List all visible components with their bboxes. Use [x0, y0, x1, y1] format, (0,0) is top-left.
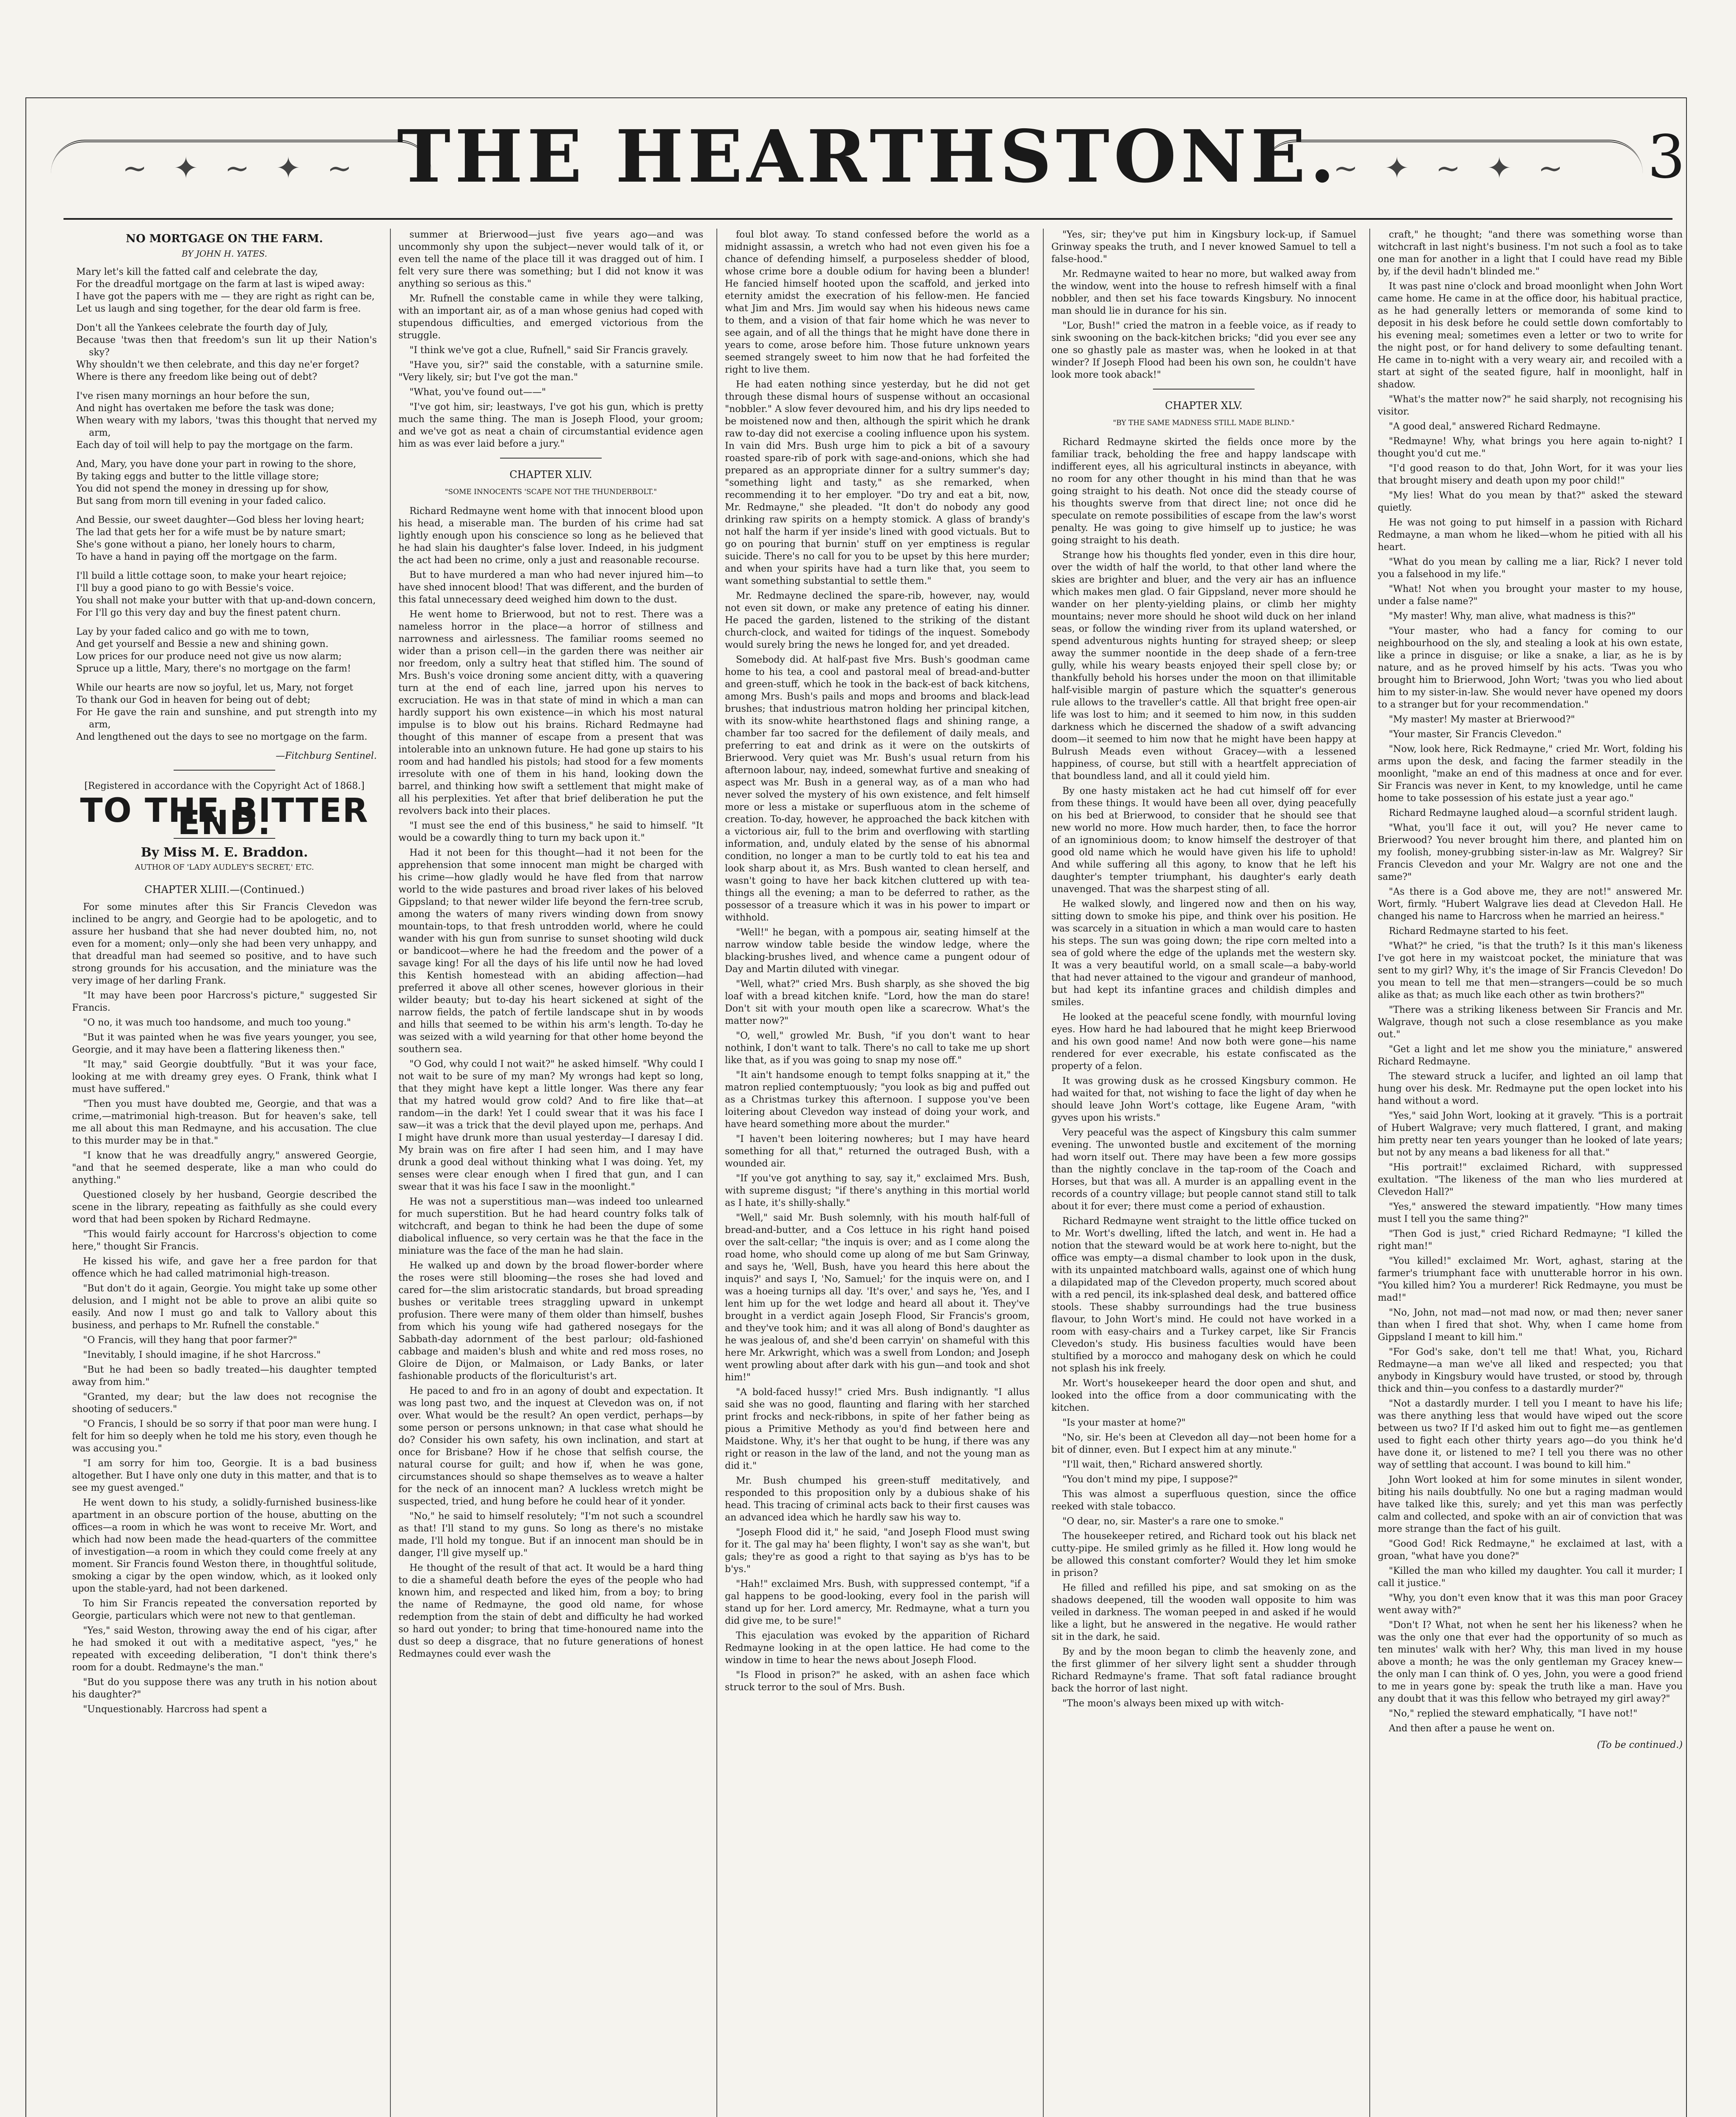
story-paragraph: "No, John, not mad—not mad now, or mad then; never saner than when I fired that shot. Why, when I came home from Gippsland I meant to kill him." — [1378, 1307, 1683, 1343]
story-paragraph: "This would fairly account for Harcross's objection to come here," thought Sir Francis. — [72, 1229, 377, 1252]
story-paragraph: This was almost a superfluous question, since the office reeked with stale tobacco. — [1051, 1489, 1356, 1512]
story-paragraph: "O God, why could I not wait?" he asked himself. "Why could I not wait to be sure of my man? My wrongs had kept so long, that they might have kept a little longer. Was there any fear that my hatred would grow cold? And to fire like that—at random—in the dark! Yet I could swear that it was his face I saw—it was a trick that the devil played upon me, perhaps. And I might have drunk more than usual yesterday—I daresay I did. My brain was on fire after I had seen him, and I may have drunk a good deal without thinking what I was doing. Yet, my senses were clear enough when I fired that gun, and I can swear that it was his face I saw in the moonlight." — [398, 1059, 703, 1192]
poem-line: Mary let's kill the fatted calf and celebrate the day, — [76, 267, 318, 277]
story-paragraph: Had it not been for this thought—had it not been for the apprehension that some innocent man might be charged with his crime—how gladly would he have fled from that narrow world to the wide pastures and broad river lakes of his beloved Gippsland; to that newer wilder life beyond the fern-tree scrub, among the waters of many rivers winding down from snowy mountain-tops, to that fresh untrodden world, where he could wander with his gun from sunrise to sunset shooting wild duck or bandicoot—where he had the freedom and the power of a savage king! For all the days of his life until now he had loved this Kentish homestead with an abiding affection—had preferred it above all other scenes, however glorious in their wilder beauty; but to-day his heart sickened at sight of the narrow fields, the patch of fertile landscape shut in by woods and hills that seemed to be within his arm's length. To-day he was seized with a wild yearning for that other home beyond the southern sea. — [398, 848, 703, 1055]
column-divider — [716, 229, 717, 2117]
poem-line: But sang from morn till evening in your faded calico. — [76, 496, 326, 506]
story-paragraph: Strange how his thoughts fled yonder, even in this dire hour, over the width of half the world, to that other land where the skies are brighter and bluer, and the very air has an influence which makes men glad. O fair Gippsland, never more should he wander on her plenty-yielding plains, or climb her mighty mountains; never more should he shoot wild duck on her inland seas, or follow the winding river from its upland watershed, or spend adventurous nights hunting for strayed sheep; or sleep away the summer noontide in the deep shade of a fern-tree gully, while his weary beasts enjoyed their spell close by; or thankfully behold his horses under the moon on that illimitable half-visible margin of pasture which the squatter's generous rule allows to the traveller's cattle. All that bright free open-air life was lost to him; and it seemed to him now, in this sudden darkness which he discerned the shadow of a swift advancing doom—it seemed to him now that he might have been happy at Bulrush Meads even without Gracey—with a lessened happiness, of course, but still with a heartfelt appreciation of that boundless land, and all it could yield him. — [1051, 550, 1356, 782]
column-divider — [390, 229, 391, 2117]
story-paragraph: "What, you've found out——" — [409, 387, 546, 398]
poem-line: I'll build a little cottage soon, to make your heart rejoice; — [76, 571, 347, 581]
poem-line: Low prices for our produce need not give us now alarm; — [76, 651, 342, 662]
story-paragraph: "I must see the end of this business," he said to himself. "It would be a cowardly thing to turn my back upon it." — [398, 821, 703, 843]
story-paragraph: "Well!" he began, with a pompous air, seating himself at the narrow window table beside the window ledge, where the blacking-brushes lived, and whence came a pungent odour of Day and Martin diluted with vinegar. — [725, 927, 1030, 975]
poem-stanza — [72, 322, 377, 383]
chapter-epigraph: "SOME INNOCENTS 'SCAPE NOT THE THUNDERBOLT." — [445, 488, 657, 496]
poem-line: And lengthened out the days to see no mortgage on the farm. — [76, 732, 368, 742]
story-paragraph: And then after a pause he went on. — [1389, 1723, 1555, 1734]
story-paragraph: Mr. Redmayne declined the spare-rib, however, nay, would not even sit down, or make any pretence of eating his dinner. He paced the garden, listened to the striking of the distant church-clock, and waited for tidings of the inquest. Somebody would surely bring the news he longed for, and yet dreaded. — [725, 591, 1030, 650]
poem-line: I've risen many mornings an hour before the sun, — [76, 391, 310, 401]
poem-line: I have got the papers with me — they are right as right can be, — [76, 291, 375, 302]
story-paragraph: The steward struck a lucifer, and lighted an oil lamp that hung over his desk. Mr. Redmayne put the open locket into his hand without a word. — [1378, 1071, 1683, 1106]
story-paragraph: He went down to his study, a solidly-furnished business-like apartment in an obscure portion of the house, abutting on the offices—a room in which he was wont to receive Mr. Wort, and which had now been made the head-quarters of the committee of investigation—a room in which they could come freely at any moment. Sir Francis found Weston there, in thoughtful solitude, smoking a cigar by the open window, which, as it looked only upon the stable-yard, had not been darkened. — [72, 1498, 377, 1594]
poem-stanza — [72, 390, 377, 451]
column-divider — [1043, 229, 1044, 2117]
story-paragraph: "But it was painted when he was five years younger, you see, Georgie, and it may have been a flattering likeness then." — [72, 1032, 377, 1055]
story-paragraph: He had eaten nothing since yesterday, but he did not get through these dismal hours of suspense without an occasional "nobbler." A slow fever devoured him, and his dry lips needed to be moistened now and then, although the spirit which he drank raw to-day did not exercise a cooling influence upon his system. In vain did Mrs. Bush urge him to pick a bit of a savoury roasted spare-rib of pork with sage-and-onions, which she had prepared as an appropriate dinner for a sultry summer's day; "something light and tasty," as she remarked, when recommending it to her employer. "Do try and eat a bit, now, Mr. Redmayne," she pleaded. "It don't do nobody any good drinking raw spirits on a hempty stomick. A glass of brandy's not half the harm if yer inside's lined with good victuals. But to go on pouring that burnin' stuff on yer emptiness is regular suicide. There's no call for you to be upset by this here murder; and when your spirits have had a turn like that, you seem to want something substantial to settle them." — [725, 379, 1030, 586]
story-paragraph: "My master! Why, man alive, what madness is this?" — [1389, 611, 1636, 622]
section-divider — [500, 458, 602, 459]
column-3 — [725, 229, 1030, 2117]
story-paragraph: He walked up and down by the broad flower-border where the roses were still blooming—the roses she had loved and cared for—the slim aristocratic standards, but broad spreading bushes or veritable trees straggling upward in unkempt profusion. There were many of them older than himself, bushes from which his young wife had gathered nosegays for the Sabbath-day adornment of the best parlour; old-fashioned cabbage and maiden's blush and white and red moss roses, no Gloire de Dijon, or Malmaison, or Lady Banks, or later fashionable products of the floriculturist's art. — [398, 1260, 703, 1382]
story-paragraph: Mr. Redmayne waited to hear no more, but walked away from the window, went into the house to refresh himself with a final nobbler, and then set his face towards Kingsbury. No innocent man should lie in durance for his sin. — [1051, 269, 1356, 316]
story-paragraph: "O Francis, will they hang that poor farmer?" — [83, 1335, 297, 1346]
story-paragraph: Mr. Rufnell the constable came in while they were talking, with an important air, as of a man whose genius had coped with stupendous difficulties, and emerged victorious from the struggle. — [398, 293, 703, 341]
story-paragraph: "O dear, no, sir. Master's a rare one to smoke." — [1062, 1516, 1284, 1527]
story-paragraph: "Redmayne! Why, what brings you here again to-night? I thought you'd cut me." — [1378, 436, 1683, 459]
poem-line: By taking eggs and butter to the little village store; — [76, 471, 319, 482]
story-paragraph: "A good deal," answered Richard Redmayne. — [1389, 421, 1601, 432]
story-paragraph: "I haven't been loitering nowheres; but I may have heard something for all that," returned the outraged Bush, with a wounded air. — [725, 1134, 1030, 1169]
story-paragraph: He paced to and fro in an agony of doubt and expectation. It was long past two, and the inquest at Clevedon was on, if not over. What would be the result? An open verdict, perhaps—by some person or persons unknown; in that case what should he do? Consider his own safety, his own inclination, and start at once for Brisbane? How if he chose that selfish course, the natural course for guilt; and how if, when he was gone, circumstances should so shape themselves as to weave a halter for the neck of an innocent man? A luckless wretch might be suspected, tried, and hung before he could hear of it yonder. — [398, 1386, 703, 1507]
story-paragraph: He walked slowly, and lingered now and then on his way, sitting down to smoke his pipe, and think over his position. He was scarcely in a situation in which a man would care to hasten his steps. The sun was going down; the ripe corn melted into a sea of gold where the edge of the uplands met the western sky. It was a very beautiful world, on a small scale—a baby-world that had never attained to the vigour and grandeur of manhood, but had kept its infantine graces and childish dimples and smiles. — [1051, 899, 1356, 1008]
story-paragraph: Richard Redmayne went home with that innocent blood upon his head, a miserable man. The burden of his crime had sat lightly enough upon his conscience so long as he believed that he had slain his daughter's false lover. Indeed, in his judgment the act had been no crime, only a just and reasonable recourse. — [398, 506, 703, 566]
section-divider — [1153, 389, 1255, 390]
story-paragraph: "Not a dastardly murder. I tell you I meant to have his life; was there anything less that would have wiped out the score between us two? If I'd asked him out to fight me—as gentlemen used to fight each other thirty years ago—do you think he'd have done it, or listened to me? I tell you there was no other way of settling that account. I was bound to kill him." — [1378, 1398, 1683, 1470]
poem-byline: BY JOHN H. YATES. — [181, 249, 268, 259]
story-text — [1051, 229, 1356, 381]
poem-line: I'll buy a good piano to go with Bessie's voice. — [76, 583, 294, 594]
chapter-heading: CHAPTER XLIII.—(Continued.) — [144, 884, 304, 895]
story-paragraph: "No," he said to himself resolutely; "I'm not such a scoundrel as that! I'll stand to my guns. So long as there's no mistake made, I'll hold my tongue. But if an innocent man should be in danger, I'll give myself up." — [398, 1511, 703, 1559]
poem-title: NO MORTGAGE ON THE FARM. — [126, 232, 323, 245]
chapter-heading: CHAPTER XLV. — [1165, 400, 1243, 412]
story-paragraph: "Good God! Rick Redmayne," he exclaimed at last, with a groan, "what have you done?" — [1378, 1539, 1683, 1561]
poem-line: For I'll go this very day and buy the finest patent churn. — [76, 608, 341, 618]
story-paragraph: "I think we've got a clue, Rufnell," said Sir Francis gravely. — [409, 345, 688, 356]
story-paragraph: He was not a superstitious man—was indeed too unlearned for much superstition. But he had heard country folks talk of witchcraft, and began to think he had been the dupe of some diabolical influence, so very certain was he that the face in the miniature was the face of the man he had slain. — [398, 1197, 703, 1256]
story-paragraph: "It ain't handsome enough to tempt folks snapping at it," the matron replied contemptuously; "you look as big and puffed out as a Christmas turkey this afternoon. I suppose you've been loitering about Clevedon way instead of doing your work, and have heard something more about the murder." — [725, 1070, 1030, 1130]
story-paragraph: "Don't I? What, not when he sent her his likeness? when he was the only one that ever had the opportunity of so much as ten minutes' walk with her? Why, this man lived in my house above a month; he was the only gentleman my Gracey knew—the only man I can think of. O yes, John, you were a good friend to me in years gone by: speak the truth like a man. Have you any doubt that it was this fellow who betrayed my girl away?" — [1378, 1620, 1683, 1704]
author-note: AUTHOR OF 'LADY AUDLEY'S SECRET,' ETC. — [135, 863, 314, 872]
story-paragraph: "I've got him, sir; leastways, I've got his gun, which is pretty much the same thing. The man is Joseph Flood, your groom; and we've got as neat a chain of circumstantial evidence agen him as was ever laid before a jury." — [398, 402, 703, 449]
story-paragraph: "Yes," answered the steward impatiently. "How many times must I tell you the same thing?" — [1378, 1202, 1683, 1224]
story-paragraph: "It may have been poor Harcross's picture," suggested Sir Francis. — [72, 990, 377, 1013]
story-paragraph: Richard Redmayne started to his feet. — [1389, 926, 1569, 937]
masthead-title: THE HEARTHSTONE. — [397, 114, 1339, 199]
poem-line: Let us laugh and sing together, for the dear old farm is free. — [76, 304, 361, 314]
story-paragraph: summer at Brierwood—just five years ago—and was uncommonly shy upon the subject—never would talk of it, or even tell the name of the place till it was dragged out of him. I felt very sure there was something; but I did not know it was anything so serious as this." — [398, 229, 703, 289]
story-paragraph: "It may," said Georgie doubtfully. "But it was your face, looking at me with dreamy grey eyes. O Frank, think what I must have suffered." — [72, 1059, 377, 1094]
right-masthead-ornament: ~ ✦ ~ ✦ ~ — [1262, 140, 1643, 189]
poem-stanza — [72, 458, 377, 507]
story-paragraph: By one hasty mistaken act he had cut himself off for ever from these things. It would have been all over, dying peacefully on his bed at Brierwood, to consider that he should see that new world no more. How much harder, then, to face the horror of an ignominious doom; to know himself the destroyer of that good old name which he would have given his life to uphold! And while suffering all this agony, to know that he left his daughter's tempter triumphant, his daughter's early death unavenged. That was the sharpest sting of all. — [1051, 786, 1356, 895]
story-paragraph: "I'll wait, then," Richard answered shortly. — [1062, 1459, 1263, 1470]
story-paragraph: Richard Redmayne laughed aloud—a scornful strident laugh. — [1389, 808, 1678, 818]
story-text — [72, 901, 377, 1716]
story-text — [1378, 229, 1683, 1735]
chapter-epigraph: "BY THE SAME MADNESS STILL MADE BLIND." — [1113, 419, 1295, 427]
poem-stanza — [72, 514, 377, 563]
poem-line: While our hearts are now so joyful, let us, Mary, not forget — [76, 683, 354, 693]
poem-stanza — [72, 266, 377, 315]
story-paragraph: "Killed the man who killed my daughter. You call it murder; I call it justice." — [1378, 1566, 1683, 1589]
story-text — [725, 229, 1030, 1694]
poem-line: Don't all the Yankees celebrate the fourth day of July, — [76, 323, 328, 333]
story-paragraph: "Granted, my dear; but the law does not recognise the shooting of seducers." — [72, 1392, 377, 1415]
to-be-continued: (To be continued.) — [1597, 1740, 1683, 1750]
story-paragraph: "Is Flood in prison?" he asked, with an ashen face which struck terror to the soul of Mrs. Bush. — [725, 1670, 1030, 1693]
column-5 — [1378, 229, 1683, 2117]
story-paragraph: He kissed his wife, and gave her a free pardon for that offence which he had called matrimonial high-treason. — [72, 1256, 377, 1279]
story-paragraph: "What's the matter now?" he said sharply, not recognising his visitor. — [1378, 394, 1683, 417]
story-paragraph: He was not going to put himself in a passion with Richard Redmayne, a man whom he liked—whom he pitied with all his heart. — [1378, 517, 1683, 553]
story-paragraph: "No, sir. He's been at Clevedon all day—not been home for a bit of dinner, even. But I expect him at any minute." — [1051, 1432, 1356, 1455]
story-paragraph: "Your master, Sir Francis Clevedon." — [1389, 729, 1562, 740]
story-paragraph: "Unquestionably. Harcross had spent a — [83, 1704, 267, 1715]
poem-line: And night has overtaken me before the task was done; — [76, 403, 334, 414]
story-paragraph: "If you've got anything to say, say it," exclaimed Mrs. Bush, with supreme disgust; "if there's anything in this mortial world as I hate, it's shilly-shally." — [725, 1173, 1030, 1208]
story-paragraph: Richard Redmayne skirted the fields once more by the familiar track, beholding the free and happy landscape with indifferent eyes, all his agricultural instincts in abeyance, with no room for any other thought in his mind than that he was going straight to his death. Not once did the steady course of his thoughts swerve from that direct line; not once did he speculate on remote possibilities of escape from the law's worst penalty. He was going to give himself up to justice; he was going straight to his death. — [1051, 437, 1356, 546]
story-paragraph: "Your master, who had a fancy for coming to our neighbourhood on the sly, and stealing a look at his own estate, like a prince in disguise; or like a snake, a liar, as he is by nature, and as he proved himself by his acts. 'Twas you who brought him to Brierwood, John Wort; 'twas you who lied about him to my sister-in-law. She would never have opened my doors to a stranger but for your recommendation." — [1378, 626, 1683, 710]
story-paragraph: "The moon's always been mixed up with witch- — [1062, 1698, 1284, 1709]
story-paragraph: "Hah!" exclaimed Mrs. Bush, with suppressed contempt, "if a gal happens to be good-looking, every fool in the parish will stand up for her. Lord amercy, Mr. Redmayne, what a turn you did give me, to be sure!" — [725, 1579, 1030, 1626]
story-paragraph: "Well," said Mr. Bush solemnly, with his mouth half-full of bread-and-butter, and a Cos lettuce in his right hand poised over the salt-cellar; "the inquis is over; and as I come along the road home, who should come up along of me but Sam Grinway, and says he, 'Well, Bush, have you heard this here about the inquis?' and says I, 'No, Samuel;' for the inquis were on, and I was a hoeing turnips all day. 'It's over,' and says he, 'Yes, and I lent him up for the wet lodge and heard all about it. They've brought in a verdict again Joseph Flood, Sir Francis's groom, and they've took him; and it was all along of Bond's daughter as he was jealous of, and she'd been carryin' on shameful with this here Mr. Arkwright, which was a swell from London; and Joseph went prowling about after dark with his gun—and took and shot him!" — [725, 1213, 1030, 1383]
story-paragraph: "O Francis, I should be so sorry if that poor man were hung. I felt for him so deeply when he told me his story, even though he was accusing you." — [72, 1419, 377, 1454]
story-paragraph: But to have murdered a man who had never injured him—to have shed innocent blood! That was different, and the burden of this fatal unnecessary deed weighed him down to the dust. — [398, 570, 703, 605]
story-paragraph: "A bold-faced hussy!" cried Mrs. Bush indignantly. "I allus said she was no good, flaunting and flaring with her starched print frocks and neck-ribbons, in spite of her father being as pious a Primitive Methody as you'd find between here and Maidstone. Why, it's her that ought to be hung, if there was any right or reason in the law of the land, and not the young man as did it." — [725, 1387, 1030, 1471]
poem-line: Each day of toil will help to pay the mortgage on the farm. — [76, 440, 353, 450]
story-paragraph: "Now, look here, Rick Redmayne," cried Mr. Wort, folding his arms upon the desk, and facing the farmer steadily in the moonlight, "make an end of this madness at once and for ever. Sir Francis was never in Kent, to my knowledge, until he came home to take possession of his estate just a year ago." — [1378, 744, 1683, 804]
story-paragraph: "I'd good reason to do that, John Wort, for it was your lies that brought misery and death upon my poor child!" — [1378, 463, 1683, 486]
story-paragraph: "Yes, sir; they've put him in Kingsbury lock-up, if Samuel Grinway speaks the truth, and I never knowed Samuel to tell a false-hood." — [1051, 229, 1356, 265]
story-text — [398, 505, 703, 1660]
copyright-notice: [Registered in accordance with the Copyright Act of 1868.] — [84, 781, 365, 791]
story-paragraph: "But don't do it again, Georgie. You might take up some other delusion, and I might not be able to prove an alibi quite so easily. And now I must go and talk to Vallory about this business, and perhaps to Mr. Rufnell the constable." — [72, 1283, 377, 1331]
story-paragraph: "His portrait!" exclaimed Richard, with suppressed exultation. "The likeness of the man who lies murdered at Clevedon Hall?" — [1378, 1162, 1683, 1197]
story-paragraph: For some minutes after this Sir Francis Clevedon was inclined to be angry, and Georgie had to be apologetic, and to assure her husband that she had never doubted him, no, not even for a moment; only—only she had been very unhappy, and that dreadful man had seemed so positive, and to have such strong grounds for his accusation, and the miniature was the very image of her darling Frank. — [72, 902, 377, 986]
story-paragraph: It was growing dusk as he crossed Kingsbury common. He had waited for that, not wishing to face the light of day when he should leave John Wort's cottage, like Eugene Aram, "with gyves upon his wrists." — [1051, 1076, 1356, 1123]
poem-line: And get yourself and Bessie a new and shining gown. — [76, 639, 329, 649]
story-paragraph: "Inevitably, I should imagine, if he shot Harcross." — [83, 1350, 321, 1360]
story-paragraph: "I am sorry for him too, Georgie. It is a bad business altogether. But I have only one duty in this matter, and that is to see my guest avenged." — [72, 1458, 377, 1493]
story-text — [1051, 436, 1356, 1710]
story-paragraph: "Have you, sir?" said the constable, with a saturnine smile. "Very likely, sir; but I've got the man." — [398, 360, 703, 383]
poem-line: For the dreadful mortgage on the farm at last is wiped away: — [76, 279, 365, 290]
story-paragraph: To him Sir Francis repeated the conversation reported by Georgie, particulars which were not new to that gentleman. — [72, 1598, 377, 1621]
column-divider — [1369, 229, 1370, 2117]
poem-stanza — [72, 626, 377, 675]
left-masthead-ornament: ~ ✦ ~ ✦ ~ — [51, 140, 432, 189]
story-author: By Miss M. E. Braddon. — [141, 845, 308, 860]
story-paragraph: "Lor, Bush!" cried the matron in a feeble voice, as if ready to sink swooning on the back-kitchen bricks; "did you ever see any one so ghastly pale as master was, when he looked in at that winder? If Joseph Flood had been his own son, he couldn't have look more took aback!" — [1051, 321, 1356, 380]
story-paragraph: He filled and refilled his pipe, and sat smoking on as the shadows deepened, till the wooden wall opposite to him was veiled in darkness. The woman peeped in and asked if he would like a light, but he answered in the negative. He would rather sit in the dark, he said. — [1051, 1583, 1356, 1642]
story-paragraph: Questioned closely by her husband, Georgie described the scene in the library, repeating as faithfully as she could every word that had been spoken by Richard Redmayne. — [72, 1190, 377, 1225]
story-paragraph: "But do you suppose there was any truth in his notion about his daughter?" — [72, 1677, 377, 1700]
poem-line: You shall not make your butter with that up-and-down concern, — [76, 595, 376, 606]
story-paragraph: The housekeeper retired, and Richard took out his black net cutty-pipe. He smiled grimly as he filled it. How long would he be allowed this constant comforter? Would they let him smoke in prison? — [1051, 1531, 1356, 1578]
story-text — [398, 229, 703, 450]
story-paragraph: "There was a striking likeness between Sir Francis and Mr. Walgrave, though not such a close resemblance as you make out." — [1378, 1005, 1683, 1040]
story-paragraph: "What?" he cried, "is that the truth? Is it this man's likeness I've got here in my waistcoat pocket, the miniature that was sent to my girl? Why, it's the image of Sir Francis Clevedon! Do you mean to tell me that men—strangers—could be so much alike as that; as much like each other as twin brothers?" — [1378, 941, 1683, 1000]
story-paragraph: "For God's sake, don't tell me that! What, you, Richard Redmayne—a man we've all liked and respected; you that anybody in Kingsbury would have trusted, or stood by, through thick and thin—you confess to a dastardly murder?" — [1378, 1347, 1683, 1394]
story-paragraph: "Why, you don't even know that it was this man poor Gracey went away with?" — [1378, 1593, 1683, 1616]
story-paragraph: Mr. Bush chumped his green-stuff meditatively, and responded to this proposition only by a dubious shake of his head. This tracing of criminal acts back to their first causes was an advanced idea which he hardly saw his way to. — [725, 1476, 1030, 1523]
story-paragraph: "What, you'll face it out, will you? He never came to Brierwood? You never brought him there, and planted him on my foolish, money-grubbing sister-in-law as Mr. Walgrey? Sir Francis Clevedon and your Mr. Walgry are not one and the same?" — [1378, 823, 1683, 882]
column-4 — [1051, 229, 1356, 2117]
story-paragraph: "As there is a God above me, they are not!" answered Mr. Wort, firmly. "Hubert Walgrave lies dead at Clevedon Hall. He changed his name to Harcross when he married an heiress." — [1378, 887, 1683, 922]
section-divider — [174, 770, 275, 771]
story-paragraph: "O, well," growled Mr. Bush, "if you don't want to hear nothink, I don't want to talk. There's no call to take me up short like that, as if you was going to snap my nose off." — [725, 1031, 1030, 1066]
story-paragraph: "My master! My master at Brierwood?" — [1389, 714, 1575, 725]
story-paragraph: "But he had been so badly treated—his daughter tempted away from him." — [72, 1365, 377, 1387]
story-paragraph: "Then you must have doubted me, Georgie, and that was a crime,—matrimonial high-treason. But for heaven's sake, tell me all about this man Redmayne, and his accusation. The clue to this murder may be in that." — [72, 1099, 377, 1146]
story-paragraph: "No," replied the steward emphatically, "I have not!" — [1389, 1708, 1638, 1719]
story-paragraph: He looked at the peaceful scene fondly, with mournful loving eyes. How hard he had laboured that he might keep Brierwood and his own good name! And now both were gone—his name rendered for ever execrable, his estate confiscated as the property of a felon. — [1051, 1012, 1356, 1072]
poem-attribution: —Fitchburg Sentinel. — [276, 751, 377, 761]
story-paragraph: Somebody did. At half-past five Mrs. Bush's goodman came home to his tea, a cool and pastoral meal of bread-and-butter and green-stuff, which he took in the back-est of back kitchens, among Mrs. Bush's pails and mops and brooms and black-lead brushes; that industrious matron holding her principal kitchen, with its snow-white hearthstoned flags and shining range, a chamber far too sacred for the defilement of daily meals, and preferring to eat and drink as it were on the outskirts of Brierwood. Very quiet was Mr. Bush's usual return from his afternoon labour, nay, indeed, somewhat furtive and sneaking of aspect was Mr. Bush in a general way, as of a man who had never solved the mystery of his own existence, and felt himself more or less a mistake or superfluous atom in the scheme of creation. To-day, however, he approached the back kitchen with a victorious air, full to the brim and overflowing with startling information, and, unduly elated by the sense of his abnormal condition, no longer a man to be curtly told to eat his tea and look sharp about it, as Mrs. Bush wanted to clean herself, and wasn't going to have her back kitchen cluttered up with tea-things all the evening; a man to be deferred to rather, as the possessor of a treasure which it was in his power to impart or withhold. — [725, 655, 1030, 923]
poem-line: For He gave the rain and sunshine, and put strength into my arm, — [76, 707, 377, 730]
story-paragraph: "O no, it was much too handsome, and much too young." — [83, 1017, 351, 1028]
poem-line: She's gone without a piano, her lonely hours to charm, — [76, 539, 336, 550]
story-paragraph: By and by the moon began to climb the heavenly zone, and the first glimmer of her silvery light sent a shudder through Richard Redmayne's frame. That soft fatal radiance brought back the horror of last night. — [1051, 1647, 1356, 1694]
story-paragraph: Richard Redmayne went straight to the little office tucked on to Mr. Wort's dwelling, lifted the latch, and went in. He had a notion that the steward would be at work here to-night, but the office was empty—a dismal chamber to look upon in the dusk, with its unpainted matchboard walls, against one of which hung a dilapidated map of the Clevedon property, much scored about with a red pencil, its ink-splashed deal desk, and battered office stools. These shabby surroundings had the true business flavour, to John Wort's mind. He could not have worked in a room with easy-chairs and a Turkey carpet, like Sir Francis Clevedon's study. His business faculties would have been stultified by a morocco and mahogany desk on which he could not splash his ink freely. — [1051, 1216, 1356, 1374]
poem-line: To thank our God in heaven for being out of debt; — [76, 695, 311, 705]
poem-stanza — [72, 682, 377, 743]
story-paragraph: "Yes," said John Wort, looking at it gravely. "This is a portrait of Hubert Walgrave; very much flattered, I grant, and making him pretty near ten years younger than he looked of late years; but not by any means a bad likeness for all that." — [1378, 1111, 1683, 1158]
poem-line: And, Mary, you have done your part in rowing to the shore, — [76, 459, 357, 470]
story-paragraph: "You killed!" exclaimed Mr. Wort, aghast, staring at the farmer's triumphant face with unutterable horror in his own. "You killed him? You a murderer! Rick Redmayne, you must be mad!" — [1378, 1256, 1683, 1303]
poem-line: Lay by your faded calico and go with me to town, — [76, 627, 310, 637]
poem-line: You did not spend the money in dressing up for show, — [76, 484, 329, 494]
story-paragraph: "Get a light and let me show you the miniature," answered Richard Redmayne. — [1378, 1044, 1683, 1067]
story-paragraph: "Well, what?" cried Mrs. Bush sharply, as she shoved the big loaf with a bread kitchen knife. "Lord, how the man do stare! Don't sit with your mouth open like a scarecrow. What's the matter now?" — [725, 979, 1030, 1026]
story-paragraph: craft," he thought; "and there was something worse than witchcraft in last night's business. I'm not such a fool as to take one man for another in a light that I could have read my Bible by, if the devil hadn't blinded me." — [1378, 229, 1683, 277]
story-paragraph: "Then God is just," cried Richard Redmayne; "I killed the right man!" — [1378, 1229, 1683, 1252]
poem-line: Spruce up a little, Mary, there's no mortgage on the farm! — [76, 663, 351, 674]
poem-body — [72, 266, 377, 743]
story-paragraph: "What do you mean by calling me a liar, Rick? I never told you a falsehood in my life." — [1378, 557, 1683, 580]
poem-stanza — [72, 570, 377, 619]
masthead-rule — [64, 218, 1672, 220]
poem-line: When weary with my labors, 'twas this thought that nerved my arm, — [76, 415, 377, 438]
story-title: TO THE BITTER END. — [80, 792, 369, 842]
story-paragraph: "Joseph Flood did it," he said, "and Joseph Flood must swing for it. The gal may ha' been flighty, I won't say as she wan't, but gals; they're as good a right to that saying as b'ys has to be b'ys." — [725, 1527, 1030, 1575]
story-paragraph: "You don't mind my pipe, I suppose?" — [1062, 1474, 1238, 1485]
story-paragraph: Mr. Wort's housekeeper heard the door open and shut, and looked into the office from a door communicating with the kitchen. — [1051, 1378, 1356, 1413]
poem-line: Why shouldn't we then celebrate, and this day ne'er forget? — [76, 359, 359, 370]
story-paragraph: "Is your master at home?" — [1062, 1418, 1186, 1428]
story-paragraph: He thought of the result of that act. It would be a hard thing to die a shameful death before the eyes of the people who had known him, and respected and liked him, from a boy; to bring the name of Redmayne, the good old name, for whose redemption from the stain of debt and difficulty he had worked so hard out yonder; to bring that time-honoured name into the dust so deep a disgrace, that no future generations of honest Redmaynes could ever wash the — [398, 1563, 703, 1659]
column-1 — [72, 229, 377, 2117]
poem-line: To have a hand in paying off the mortgage on the farm. — [76, 552, 337, 562]
page-number: 3 — [1647, 123, 1685, 192]
story-paragraph: He went home to Brierwood, but not to rest. There was a nameless horror in the place—a horror of stillness and narrowness and airlessness. The familiar rooms seemed no wider than a prison cell—in the garden there was neither air nor freedom, only a sultry heat that stifled him. The sound of Mrs. Bush's voice droning some ancient ditty, with a quavering turn at the end of each line, jarred upon his nerves to excruciation. He was in that state of mind in which a man can hardly support his own existence—in which his most natural impulse is to blow out his brains. Richard Redmayne had thought of this manner of escape from a present that was intolerable into an unknown future. He had gone up stairs to his room and had handled his pistols; had stood for a few moments irresolute with one of them in his hand, looking down the barrel, and thinking how swift a settlement that might make of all his perplexities. Yet after that brief deliberation he put the revolvers back into their places. — [398, 609, 703, 816]
poem-line: Where is there any freedom like being out of debt? — [76, 372, 318, 382]
story-paragraph: foul blot away. To stand confessed before the world as a midnight assassin, a wretch who had not even given his foe a chance of defending himself, a purposeless shedder of blood, whose crime bore a double odium for having been a blunder! He fancied himself hooted upon the scaffold, and jerked into eternity amidst the execration of his fellow-men. He fancied what Jim and Mrs. Jim would say when his hideous news came to them, and a vision of that fair home which he was never to see again, and of all the things that he might have done there in years to come, arose before him. Those future unknown years seemed strangely sweet to him now that he had forfeited the right to live them. — [725, 229, 1030, 375]
story-paragraph: This ejaculation was evoked by the apparition of Richard Redmayne looking in at the open lattice. He had come to the window in time to hear the news about Joseph Flood. — [725, 1631, 1030, 1666]
story-paragraph: "Yes," said Weston, throwing away the end of his cigar, after he had smoked it out with a meditative aspect, "yes," he repeated with exceeding deliberation, "I don't think there's room for a doubt. Redmayne's the man." — [72, 1625, 377, 1673]
story-paragraph: "My lies! What do you mean by that?" asked the steward quietly. — [1378, 490, 1683, 513]
story-paragraph: John Wort looked at him for some minutes in silent wonder, biting his nails doubtfully. No one but a raging madman would have talked like this, surely; and yet this man was perfectly calm and collected, and spoke with an air of conviction that was more strange than the fact of his guilt. — [1378, 1475, 1683, 1534]
story-paragraph: "I know that he was dreadfully angry," answered Georgie, "and that he seemed desperate, like a man who could do anything." — [72, 1150, 377, 1186]
chapter-heading: CHAPTER XLIV. — [509, 469, 592, 481]
poem-line: The lad that gets her for a wife must be by nature smart; — [76, 527, 346, 538]
poem-line: And Bessie, our sweet daughter—God bless her loving heart; — [76, 515, 365, 525]
story-paragraph: Very peaceful was the aspect of Kingsbury this calm summer evening. The unwonted bustle and excitement of the morning had worn itself out. There may have been a few more gossips than the nightly conclave in the tap-room of the Coach and Horses, but that was all. A murder is an appalling event in the records of a country village; but people cannot stand still to talk about it for ever; there must come a period of exhaustion. — [1051, 1128, 1356, 1212]
poem-line: Because 'twas then that freedom's sun lit up their Nation's sky? — [76, 335, 377, 358]
column-2 — [398, 229, 703, 2117]
story-paragraph: It was past nine o'clock and broad moonlight when John Wort came home. He came in at the office door, his habitual practice, as he had generally letters or memoranda of some kind to deposit in his desk before he could settle down comfortably to his evening meal; sometimes even a letter or two to write for the night post, or for hand delivery to some defaulting tenant. He came in to-night with a very weary air, and recoiled with a start at sight of the seated figure, half in moonlight, half in shadow. — [1378, 281, 1683, 390]
story-paragraph: "What! Not when you brought your master to my house, under a false name?" — [1378, 584, 1683, 607]
